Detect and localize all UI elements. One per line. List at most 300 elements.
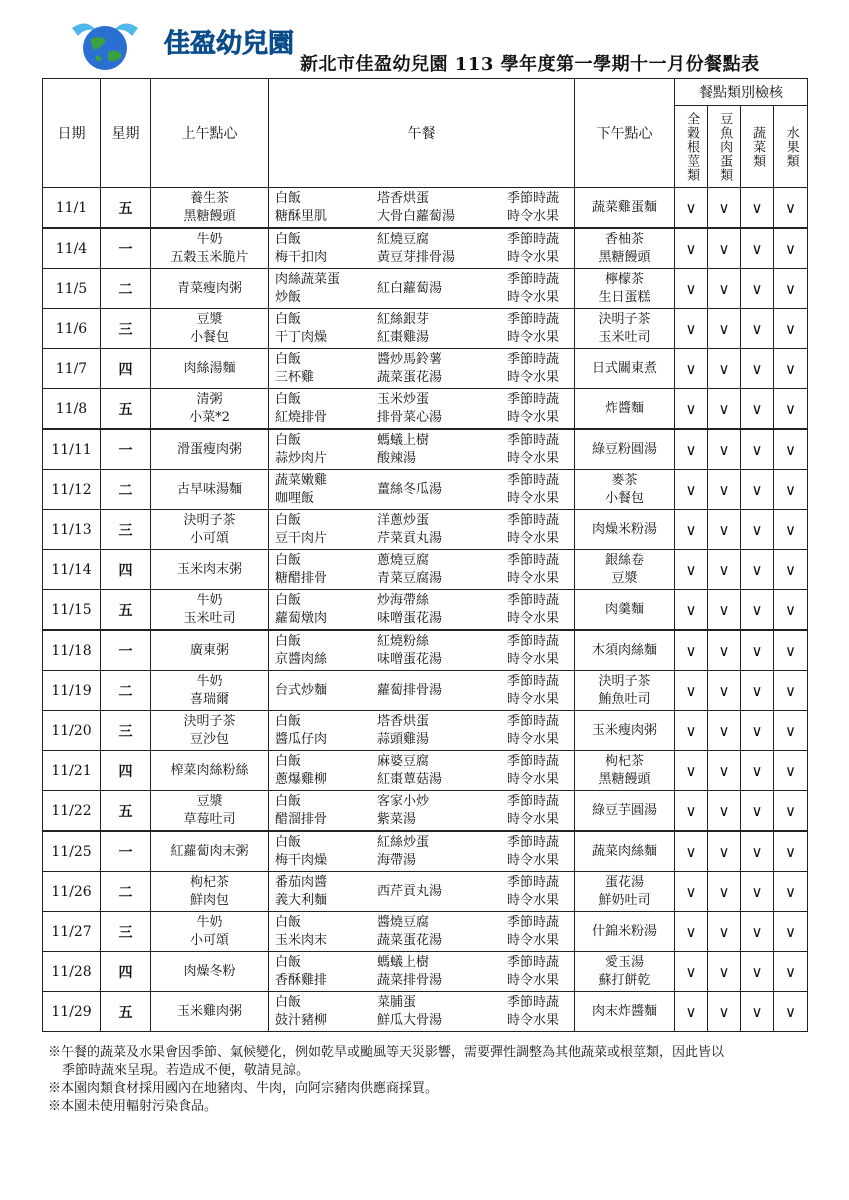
morning-snack-cell	[151, 992, 269, 1032]
lunch-item: 西芹貢丸湯	[377, 884, 443, 899]
lunch-item: 白飯	[275, 955, 302, 970]
lunch-column	[507, 633, 559, 669]
lunch-item: 麻婆豆腐	[377, 754, 430, 769]
lunch-item: 季節時蔬	[507, 955, 560, 970]
lunch-cell	[269, 309, 575, 349]
afternoon-snack-cell	[575, 188, 675, 229]
lunch-item: 鼓汁豬柳	[275, 1013, 328, 1028]
date-cell: 11/18	[43, 630, 101, 671]
afternoon-snack-cell	[575, 228, 675, 269]
lunch-cell	[269, 269, 575, 309]
table-row	[43, 309, 808, 349]
lunch-item: 白飯	[275, 392, 302, 407]
check-mark: ∨	[774, 992, 808, 1032]
lunch-item: 白飯	[275, 232, 302, 247]
lunch-item: 時令水果	[507, 209, 560, 224]
lunch-item: 季節時蔬	[507, 553, 560, 568]
lunch-column	[275, 753, 327, 789]
lunch-column	[275, 271, 340, 307]
afternoon-snack-cell	[575, 470, 675, 510]
date-cell: 11/8	[43, 389, 101, 430]
check-mark: ∨	[675, 831, 708, 872]
lunch-item: 味噌蛋花湯	[377, 611, 443, 626]
lunch-column	[377, 552, 442, 588]
lunch-column	[377, 311, 429, 347]
lunch-column	[377, 391, 442, 427]
lunch-item: 紫菜湯	[377, 812, 417, 827]
lunch-item: 蔬菜嫩雞	[275, 473, 328, 488]
check-mark: ∨	[741, 831, 774, 872]
morning-snack-cell	[151, 751, 269, 791]
lunch-column	[275, 231, 327, 267]
header-check-grains: 全穀根莖類	[675, 106, 708, 188]
afternoon-snack-cell	[575, 309, 675, 349]
check-mark: ∨	[675, 751, 708, 791]
lunch-item: 季節時蔬	[507, 995, 560, 1010]
lunch-cell	[269, 510, 575, 550]
weekday-cell: 四	[101, 751, 151, 791]
morning-snack-cell	[151, 510, 269, 550]
lunch-item: 醬燒豆腐	[377, 915, 430, 930]
snack-item: 肉絲湯麵	[183, 360, 236, 376]
lunch-column	[377, 432, 429, 468]
date-cell: 11/5	[43, 269, 101, 309]
check-mark: ∨	[708, 912, 741, 952]
lunch-item: 玉米肉末	[275, 933, 328, 948]
date-cell: 11/22	[43, 791, 101, 832]
check-mark: ∨	[708, 831, 741, 872]
morning-snack-cell	[151, 630, 269, 671]
lunch-item: 時令水果	[507, 531, 560, 546]
lunch-column	[275, 472, 327, 508]
lunch-column	[507, 954, 559, 990]
snack-item: 玉米肉末粥	[176, 561, 242, 577]
check-mark: ∨	[774, 188, 808, 229]
check-mark: ∨	[774, 550, 808, 590]
lunch-item: 海帶湯	[377, 853, 417, 868]
afternoon-snack-cell	[575, 349, 675, 389]
lunch-column	[275, 190, 327, 226]
lunch-cell	[269, 470, 575, 510]
lunch-cell	[269, 429, 575, 470]
lunch-item: 蔥燒豆腐	[377, 553, 430, 568]
check-mark: ∨	[774, 630, 808, 671]
lunch-column	[507, 874, 559, 910]
table-row	[43, 630, 808, 671]
snack-item: 蘇打餅乾	[598, 972, 651, 988]
snack-item: 黑糖饅頭	[183, 208, 236, 224]
check-mark: ∨	[741, 872, 774, 912]
snack-item: 決明子茶	[598, 311, 651, 327]
lunch-item: 蔬菜排骨湯	[377, 973, 443, 988]
table-row	[43, 872, 808, 912]
table-row	[43, 429, 808, 470]
lunch-item: 醬炒馬鈴薯	[377, 352, 443, 367]
lunch-item: 時令水果	[507, 370, 560, 385]
lunch-column	[507, 552, 559, 588]
lunch-item: 紅燒豆腐	[377, 232, 430, 247]
check-mark: ∨	[741, 751, 774, 791]
lunch-column	[507, 753, 559, 789]
check-mark: ∨	[708, 630, 741, 671]
weekday-cell: 一	[101, 831, 151, 872]
afternoon-snack-cell	[575, 630, 675, 671]
check-mark: ∨	[741, 550, 774, 590]
lunch-item: 季節時蔬	[507, 191, 560, 206]
lunch-column	[507, 311, 559, 347]
check-mark: ∨	[741, 228, 774, 269]
date-cell: 11/27	[43, 912, 101, 952]
lunch-item: 白飯	[275, 593, 302, 608]
lunch-column	[275, 874, 327, 910]
check-mark: ∨	[774, 429, 808, 470]
snack-item: 豆沙包	[189, 731, 229, 747]
date-cell: 11/6	[43, 309, 101, 349]
check-mark: ∨	[708, 510, 741, 550]
check-mark: ∨	[741, 269, 774, 309]
snack-item: 小可頌	[189, 932, 229, 948]
lunch-item: 時令水果	[507, 732, 560, 747]
check-mark: ∨	[741, 912, 774, 952]
weekday-cell: 二	[101, 269, 151, 309]
morning-snack-cell	[151, 912, 269, 952]
footnotes	[48, 1044, 818, 1116]
lunch-item: 季節時蔬	[507, 794, 560, 809]
lunch-column	[377, 231, 455, 267]
weekday-cell: 四	[101, 349, 151, 389]
lunch-column	[507, 391, 559, 427]
lunch-item: 白飯	[275, 754, 302, 769]
lunch-column	[275, 954, 327, 990]
lunch-column	[507, 994, 559, 1030]
lunch-item: 季節時蔬	[507, 513, 560, 528]
lunch-item: 季節時蔬	[507, 352, 560, 367]
lunch-item: 薑絲冬瓜湯	[377, 482, 443, 497]
lunch-item: 時令水果	[507, 290, 560, 305]
lunch-item: 三杯雞	[275, 370, 315, 385]
snack-item: 日式關東煮	[591, 360, 657, 376]
lunch-item: 味噌蛋花湯	[377, 652, 443, 667]
weekday-cell: 一	[101, 630, 151, 671]
lunch-item: 白飯	[275, 553, 302, 568]
lunch-item: 酸辣湯	[377, 451, 417, 466]
lunch-cell	[269, 188, 575, 229]
table-row	[43, 912, 808, 952]
snack-item: 滑蛋瘦肉粥	[176, 441, 242, 457]
snack-item: 肉燥冬粉	[183, 963, 236, 979]
snack-item: 檸檬茶	[604, 271, 644, 287]
lunch-item: 白飯	[275, 835, 302, 850]
check-mark: ∨	[675, 711, 708, 751]
check-mark: ∨	[741, 309, 774, 349]
check-mark: ∨	[774, 751, 808, 791]
table-row	[43, 791, 808, 832]
check-mark: ∨	[675, 590, 708, 631]
lunch-item: 鮮瓜大骨湯	[377, 1013, 443, 1028]
lunch-item: 白飯	[275, 714, 302, 729]
lunch-item: 梅干扣肉	[275, 250, 328, 265]
check-mark: ∨	[774, 711, 808, 751]
snack-item: 小餐包	[189, 329, 229, 345]
check-mark: ∨	[708, 751, 741, 791]
morning-snack-cell	[151, 389, 269, 430]
lunch-item: 季節時蔬	[507, 433, 560, 448]
snack-item: 蔬菜肉絲麵	[591, 843, 657, 859]
lunch-column	[377, 682, 442, 700]
table-row	[43, 510, 808, 550]
check-mark: ∨	[774, 831, 808, 872]
lunch-column	[275, 391, 327, 427]
lunch-item: 芹菜貢丸湯	[377, 531, 443, 546]
lunch-item: 時令水果	[507, 652, 560, 667]
snack-item: 五穀玉米脆片	[170, 249, 249, 265]
check-mark: ∨	[741, 992, 774, 1032]
lunch-item: 台式炒麵	[275, 683, 328, 698]
check-mark: ∨	[675, 188, 708, 229]
weekday-cell: 三	[101, 510, 151, 550]
lunch-item: 季節時蔬	[507, 674, 560, 689]
lunch-cell	[269, 992, 575, 1032]
lunch-column	[507, 432, 559, 468]
check-mark: ∨	[741, 510, 774, 550]
weekday-cell: 二	[101, 470, 151, 510]
lunch-item: 紅燒排骨	[275, 410, 328, 425]
lunch-item: 時令水果	[507, 893, 560, 908]
weekday-cell: 四	[101, 952, 151, 992]
lunch-item: 季節時蔬	[507, 875, 560, 890]
lunch-column	[275, 512, 327, 548]
lunch-column	[377, 280, 442, 298]
lunch-item: 時令水果	[507, 853, 560, 868]
check-mark: ∨	[675, 349, 708, 389]
lunch-item: 紅白蘿蔔湯	[377, 281, 443, 296]
snack-item: 木須肉絲麵	[591, 642, 657, 658]
lunch-item: 時令水果	[507, 491, 560, 506]
lunch-column	[507, 592, 559, 628]
lunch-item: 螞蟻上樹	[377, 955, 430, 970]
lunch-item: 季節時蔬	[507, 232, 560, 247]
snack-item: 決明子茶	[183, 512, 236, 528]
snack-item: 草莓吐司	[183, 811, 236, 827]
lunch-column	[275, 834, 327, 870]
lunch-item: 肉絲蔬菜蛋	[275, 272, 341, 287]
snack-item: 炸醬麵	[604, 400, 644, 416]
snack-item: 玉米雞肉粥	[176, 1003, 242, 1019]
snack-item: 鮮肉包	[189, 892, 229, 908]
check-mark: ∨	[774, 872, 808, 912]
check-mark: ∨	[774, 952, 808, 992]
snack-item: 枸杞茶	[189, 874, 229, 890]
snack-item: 鮪魚吐司	[598, 691, 651, 707]
lunch-column	[275, 351, 314, 387]
note-line: 季節時蔬來呈現。若造成不便，敬請見諒。	[62, 1063, 310, 1078]
lunch-item: 螞蟻上樹	[377, 433, 430, 448]
lunch-column	[377, 883, 442, 901]
snack-item: 愛玉湯	[604, 954, 644, 970]
lunch-cell	[269, 349, 575, 389]
table-row	[43, 349, 808, 389]
snack-item: 決明子茶	[598, 673, 651, 689]
table-row	[43, 671, 808, 711]
lunch-column	[507, 231, 559, 267]
lunch-column	[275, 432, 327, 468]
snack-item: 蛋花湯	[604, 874, 644, 890]
check-mark: ∨	[741, 590, 774, 631]
check-mark: ∨	[708, 992, 741, 1032]
table-row	[43, 992, 808, 1032]
page-title: 新北市佳盈幼兒園 113 學年度第一學期十一月份餐點表	[300, 54, 760, 75]
date-cell: 11/7	[43, 349, 101, 389]
lunch-item: 炒飯	[275, 290, 302, 305]
globe-icon	[72, 23, 138, 70]
lunch-cell	[269, 228, 575, 269]
note-line: ※本園未使用輻射污染食品。	[48, 1099, 218, 1114]
check-mark: ∨	[708, 349, 741, 389]
check-mark: ∨	[708, 429, 741, 470]
table-row	[43, 952, 808, 992]
lunch-item: 洋蔥炒蛋	[377, 513, 430, 528]
check-mark: ∨	[675, 912, 708, 952]
lunch-item: 蘿蔔燉肉	[275, 611, 328, 626]
check-mark: ∨	[675, 470, 708, 510]
lunch-item: 季節時蔬	[507, 915, 560, 930]
snack-item: 綠豆粉圓湯	[591, 441, 657, 457]
lunch-item: 京醬肉絲	[275, 652, 328, 667]
table-row	[43, 550, 808, 590]
lunch-cell	[269, 389, 575, 430]
check-mark: ∨	[675, 429, 708, 470]
lunch-cell	[269, 831, 575, 872]
header-morning-snack: 上午點心	[151, 79, 269, 188]
lunch-item: 季節時蔬	[507, 272, 560, 287]
snack-item: 玉米瘦肉粥	[591, 722, 657, 738]
check-mark: ∨	[708, 711, 741, 751]
weekday-cell: 五	[101, 389, 151, 430]
lunch-item: 時令水果	[507, 611, 560, 626]
table-row	[43, 389, 808, 430]
afternoon-snack-cell	[575, 872, 675, 912]
check-mark: ∨	[774, 228, 808, 269]
lunch-item: 青菜豆腐湯	[377, 571, 443, 586]
weekday-cell: 五	[101, 791, 151, 832]
snack-item: 清粥	[196, 391, 223, 407]
table-row	[43, 590, 808, 631]
lunch-item: 干丁肉燥	[275, 330, 328, 345]
lunch-item: 時令水果	[507, 451, 560, 466]
lunch-column	[275, 552, 327, 588]
lunch-item: 豆干肉片	[275, 531, 328, 546]
snack-item: 什錦米粉湯	[591, 923, 657, 939]
check-mark: ∨	[708, 590, 741, 631]
lunch-item: 紅棗蕈菇湯	[377, 772, 443, 787]
lunch-item: 紅絲銀芽	[377, 312, 430, 327]
check-mark: ∨	[774, 590, 808, 631]
snack-item: 青菜瘦肉粥	[176, 280, 242, 296]
header-afternoon-snack: 下午點心	[575, 79, 675, 188]
lunch-column	[377, 351, 442, 387]
lunch-cell	[269, 550, 575, 590]
weekday-cell: 一	[101, 228, 151, 269]
lunch-column	[377, 793, 429, 829]
lunch-cell	[269, 630, 575, 671]
lunch-item: 時令水果	[507, 772, 560, 787]
morning-snack-cell	[151, 791, 269, 832]
snack-item: 榨菜肉絲粉絲	[170, 762, 249, 778]
snack-item: 綠豆芋圓湯	[591, 802, 657, 818]
check-mark: ∨	[741, 389, 774, 430]
table-row	[43, 831, 808, 872]
lunch-item: 客家小炒	[377, 794, 430, 809]
lunch-item: 排骨菜心湯	[377, 410, 443, 425]
snack-item: 小可頌	[189, 530, 229, 546]
check-mark: ∨	[675, 671, 708, 711]
lunch-item: 紅燒粉絲	[377, 634, 430, 649]
lunch-item: 時令水果	[507, 330, 560, 345]
lunch-item: 醬瓜仔肉	[275, 732, 328, 747]
lunch-item: 時令水果	[507, 812, 560, 827]
check-mark: ∨	[741, 470, 774, 510]
table-row	[43, 228, 808, 269]
lunch-column	[507, 793, 559, 829]
lunch-item: 蒜頭雞湯	[377, 732, 430, 747]
date-cell: 11/4	[43, 228, 101, 269]
lunch-column	[377, 190, 455, 226]
header-check-vegetable: 蔬菜類	[741, 106, 774, 188]
afternoon-snack-cell	[575, 831, 675, 872]
lunch-column	[275, 682, 327, 700]
weekday-cell: 三	[101, 711, 151, 751]
morning-snack-cell	[151, 590, 269, 631]
lunch-column	[275, 633, 327, 669]
lunch-item: 蔥爆雞柳	[275, 772, 328, 787]
check-mark: ∨	[708, 550, 741, 590]
lunch-item: 季節時蔬	[507, 754, 560, 769]
table-row	[43, 751, 808, 791]
lunch-column	[377, 481, 442, 499]
lunch-item: 季節時蔬	[507, 312, 560, 327]
header-check-protein: 豆魚肉蛋類	[708, 106, 741, 188]
lunch-item: 糖醋排骨	[275, 571, 328, 586]
snack-item: 養生茶	[189, 190, 229, 206]
kindergarten-logo	[68, 14, 308, 74]
lunch-item: 白飯	[275, 995, 302, 1010]
lunch-item: 白飯	[275, 513, 302, 528]
date-cell: 11/15	[43, 590, 101, 631]
snack-item: 肉燥米粉湯	[591, 521, 657, 537]
snack-item: 牛奶	[196, 673, 223, 689]
lunch-column	[507, 713, 559, 749]
lunch-item: 蒜炒肉片	[275, 451, 328, 466]
weekday-cell: 五	[101, 188, 151, 229]
weekday-cell: 四	[101, 550, 151, 590]
lunch-column	[507, 271, 559, 307]
lunch-column	[377, 753, 442, 789]
snack-item: 豆漿	[196, 311, 223, 327]
morning-snack-cell	[151, 188, 269, 229]
snack-item: 枸杞茶	[604, 753, 644, 769]
afternoon-snack-cell	[575, 429, 675, 470]
afternoon-snack-cell	[575, 590, 675, 631]
check-mark: ∨	[708, 269, 741, 309]
morning-snack-cell	[151, 349, 269, 389]
check-mark: ∨	[708, 952, 741, 992]
note-line: ※本園肉類食材採用國內在地豬肉、牛肉，向阿宗豬肉供應商採買。	[48, 1081, 439, 1096]
lunch-item: 大骨白蘿蔔湯	[377, 209, 456, 224]
check-mark: ∨	[675, 269, 708, 309]
lunch-column	[377, 713, 429, 749]
lunch-cell	[269, 912, 575, 952]
lunch-column	[507, 472, 559, 508]
